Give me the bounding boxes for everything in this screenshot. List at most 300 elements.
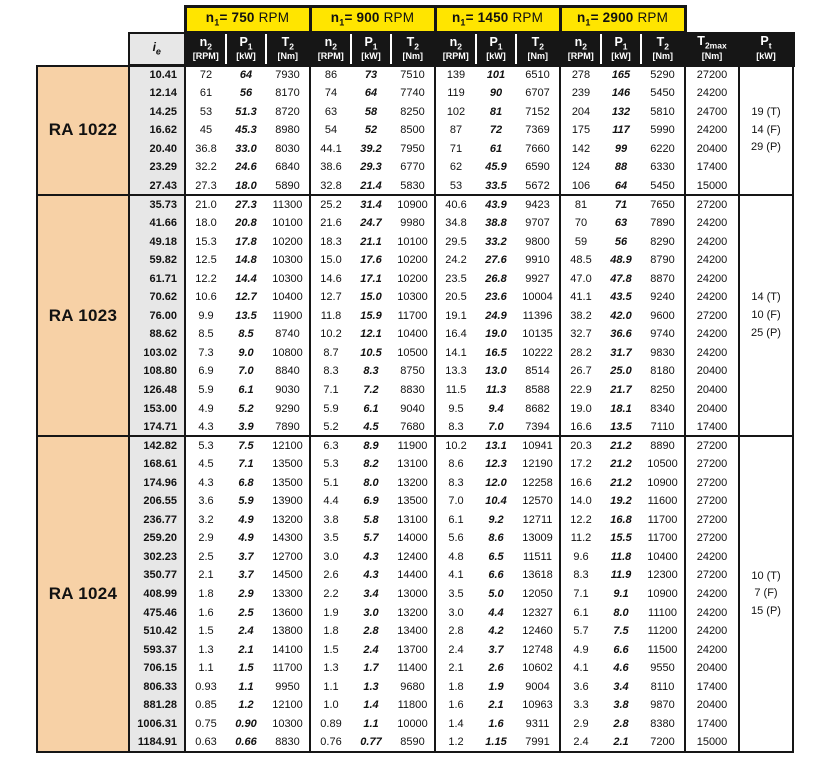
col-header-t2: $T_2$ [Nm]	[641, 33, 685, 66]
t2-value: 6707	[525, 87, 550, 100]
t2-value: 13200	[397, 476, 428, 489]
col-header-t2: $T_2$ [Nm]	[266, 33, 310, 66]
n2-value: 21.6	[310, 214, 351, 233]
t2-value: 9927	[525, 272, 550, 285]
t2-value: 9910	[525, 254, 550, 267]
p1-value: 72	[489, 124, 503, 137]
ie-value: 16.62	[129, 121, 185, 140]
t2max-value: 27200	[685, 511, 739, 530]
header-spacer-label-col	[37, 33, 129, 66]
t2-value: 13800	[272, 625, 303, 638]
t2max-value: 24200	[685, 251, 739, 270]
n2-value: 25.2	[310, 195, 351, 214]
ie-value: 510.42	[129, 622, 185, 641]
n2-value: 18.3	[310, 232, 351, 251]
p1-value: 18.0	[235, 179, 257, 192]
p1-value: 7.0	[238, 365, 254, 378]
t2-value: 8740	[275, 328, 300, 341]
n2-value: 20.3	[560, 436, 601, 455]
p1-value: 24.7	[360, 217, 382, 230]
t2-value: 7991	[525, 735, 550, 748]
p1-value: 20.8	[235, 217, 257, 230]
t2-value: 10200	[272, 235, 303, 248]
p1-value: 21.1	[360, 235, 382, 248]
table-row	[37, 177, 793, 196]
table-row	[37, 474, 793, 493]
ie-value: 350.77	[129, 566, 185, 585]
n2-value: 1.4	[435, 715, 476, 734]
t2-value: 5450	[650, 87, 675, 100]
p1-value: 11.9	[610, 569, 632, 582]
t2max-value: 15000	[685, 177, 739, 196]
t2-value: 12570	[522, 495, 553, 508]
n2-value: 2.5	[185, 548, 226, 567]
t2-value: 14500	[272, 569, 303, 582]
n2-value: 102	[435, 103, 476, 122]
p1-value: 13.1	[476, 436, 516, 455]
table-row	[37, 288, 793, 307]
t2-value: 7110	[650, 420, 675, 433]
t2max-value: 27200	[685, 455, 739, 474]
t2-value: 5990	[650, 124, 675, 137]
t2-value: 8340	[650, 402, 675, 415]
n2-value: 124	[560, 158, 601, 177]
p1-value: 9.1	[613, 588, 629, 601]
p1-value: 15.5	[610, 532, 632, 545]
t2-value: 14000	[397, 532, 428, 545]
n2-value: 6.1	[435, 511, 476, 530]
t2-value: 9980	[400, 217, 425, 230]
n2-value: 9.6	[560, 548, 601, 567]
p1-value: 13.5	[235, 309, 257, 322]
p1-value: 1.2	[238, 699, 254, 712]
n2-value: 44.1	[310, 140, 351, 159]
t2max-value: 24200	[685, 214, 739, 233]
t2-value: 8830	[400, 384, 425, 397]
p1-value: 17.6	[360, 254, 382, 267]
t2-value: 14300	[272, 532, 303, 545]
p1-value: 88	[614, 161, 628, 174]
p1-value: 146	[611, 87, 631, 100]
ie-value: 174.71	[129, 418, 185, 437]
t2-value: 12300	[647, 569, 678, 582]
t2max-value: 27200	[685, 307, 739, 326]
t2-value: 8890	[641, 436, 685, 455]
t2-value: 10300	[272, 254, 303, 267]
t2-value: 8682	[525, 402, 550, 415]
t2-value: 11200	[647, 625, 678, 638]
p1-value: 117	[612, 124, 630, 137]
group-label: RA 1022	[37, 66, 129, 196]
p1-value: 13.5	[610, 420, 632, 433]
t2-value: 7200	[650, 735, 675, 748]
p1-value: 29.3	[360, 161, 382, 174]
t2-value: 8380	[650, 717, 675, 730]
t2-value: 5450	[650, 179, 675, 192]
n2-value: 0.63	[185, 733, 226, 752]
n2-value: 2.1	[185, 566, 226, 585]
p1-value: 99	[614, 142, 628, 155]
n2-value: 175	[560, 121, 601, 140]
n2-value: 12.2	[560, 511, 601, 530]
n2-value: 22.9	[560, 381, 601, 400]
t2-value: 8840	[275, 365, 300, 378]
t2-value: 11500	[647, 643, 678, 656]
p1-value: 1.7	[363, 662, 379, 675]
t2-value: 10941	[516, 436, 560, 455]
p1-value: 0.66	[235, 735, 257, 748]
p1-value: 8.5	[238, 328, 254, 341]
t2-value: 10100	[272, 217, 303, 230]
table-row	[37, 603, 793, 622]
table-row	[37, 270, 793, 289]
p1-value: 24.9	[485, 309, 507, 322]
t2-value: 7650	[641, 195, 685, 214]
n2-value: 87	[435, 121, 476, 140]
t2max-value: 20400	[685, 381, 739, 400]
col-header-t2: $T_2$ [Nm]	[391, 33, 435, 66]
t2max-value: 24200	[685, 344, 739, 363]
t2-value: 13100	[397, 513, 428, 526]
p1-value: 1.1	[363, 717, 379, 730]
n2-value: 4.9	[560, 640, 601, 659]
p1-value: 2.1	[488, 699, 504, 712]
n2-value: 7.0	[435, 492, 476, 511]
t2max-value: 27200	[685, 492, 739, 511]
ie-value: 302.23	[129, 548, 185, 567]
n2-value: 7.3	[185, 344, 226, 363]
t2max-value: 24700	[685, 103, 739, 122]
p1-value: 48.9	[610, 254, 632, 267]
p1-value: 14.8	[235, 254, 257, 267]
t2-value: 10222	[522, 346, 553, 359]
table-row	[37, 418, 793, 437]
t2-value: 13009	[522, 532, 553, 545]
t2-value: 13300	[272, 588, 303, 601]
ie-value: 881.28	[129, 696, 185, 715]
p1-value: 7.0	[488, 420, 504, 433]
n2-value: 16.6	[560, 474, 601, 493]
n2-value: 8.6	[435, 455, 476, 474]
n2-value: 3.3	[560, 696, 601, 715]
p1-value: 45.9	[485, 161, 507, 174]
n2-value: 8.7	[310, 344, 351, 363]
n2-value: 4.5	[185, 455, 226, 474]
ie-value: 10.41	[129, 66, 185, 85]
t2-value: 10500	[397, 346, 428, 359]
n2-value: 106	[560, 177, 601, 196]
p1-value: 1.9	[488, 680, 504, 693]
p1-value: 12.1	[360, 328, 382, 341]
t2-value: 6330	[650, 161, 675, 174]
p1-value: 6.1	[238, 384, 254, 397]
p1-value: 23.6	[485, 291, 507, 304]
p1-value: 18.1	[610, 402, 632, 415]
t2-value: 7660	[525, 142, 550, 155]
n2-value: 62	[435, 158, 476, 177]
n2-value: 17.2	[560, 455, 601, 474]
p1-value: 7.2	[363, 384, 379, 397]
ie-value: 49.18	[129, 232, 185, 251]
n2-value: 59	[560, 232, 601, 251]
p1-value: 81	[489, 105, 503, 118]
p1-value: 2.1	[613, 735, 629, 748]
n2-value: 18.0	[185, 214, 226, 233]
p1-value: 6.5	[488, 550, 504, 563]
t2max-value: 17400	[685, 158, 739, 177]
t2-value: 10900	[391, 195, 435, 214]
t2-value: 11700	[272, 662, 303, 675]
n2-value: 8.3	[310, 362, 351, 381]
t2-value: 10900	[647, 588, 678, 601]
n2-value: 8.3	[435, 474, 476, 493]
t2max-value: 24200	[685, 325, 739, 344]
t2-value: 12100	[266, 436, 310, 455]
group-ra-1023	[37, 195, 793, 436]
p1-value: 21.4	[360, 179, 382, 192]
table-row	[37, 195, 793, 214]
col-header-n2: $n_2$ [RPM]	[560, 33, 601, 66]
t2-value: 9550	[650, 662, 675, 675]
p1-value: 9.0	[238, 346, 254, 359]
n2-value: 0.89	[310, 715, 351, 734]
t2-value: 7369	[525, 124, 550, 137]
n2-value: 16.4	[435, 325, 476, 344]
table-header	[37, 7, 793, 66]
n2-value: 8.3	[560, 566, 601, 585]
n2-value: 2.6	[310, 566, 351, 585]
p1-value: 3.4	[363, 588, 379, 601]
n2-value: 12.2	[185, 270, 226, 289]
group-ra-1022	[37, 66, 793, 196]
p1-value: 10.5	[360, 346, 382, 359]
n2-value: 4.9	[185, 399, 226, 418]
p1-value: 17.1	[360, 272, 382, 285]
n2-value: 4.4	[310, 492, 351, 511]
col-header-p1: $P_1$ [kW]	[226, 33, 266, 66]
t2-value: 8180	[650, 365, 675, 378]
ie-value: 1184.91	[129, 733, 185, 752]
n2-value: 5.3	[310, 455, 351, 474]
n2-value: 278	[560, 66, 601, 85]
t2-value: 8870	[650, 272, 675, 285]
table-row	[37, 511, 793, 530]
table-row	[37, 640, 793, 659]
ie-value: 108.80	[129, 362, 185, 381]
p1-value: 73	[351, 66, 391, 85]
p1-value: 43.5	[610, 291, 632, 304]
n2-value: 6.1	[560, 603, 601, 622]
n2-value: 5.3	[185, 436, 226, 455]
pt-value: 14 (T) 10 (F) 25 (P)	[739, 195, 793, 436]
p1-value: 12.3	[485, 458, 507, 471]
n2-value: 2.4	[435, 640, 476, 659]
t2-value: 8514	[525, 365, 550, 378]
group-label: RA 1024	[37, 436, 129, 751]
table-row	[37, 344, 793, 363]
p1-value: 58	[364, 105, 378, 118]
p1-value: 2.9	[238, 588, 254, 601]
col-header-n2: $n_2$ [RPM]	[185, 33, 226, 66]
table-row	[37, 381, 793, 400]
t2-value: 13900	[272, 495, 303, 508]
n2-value: 40.6	[435, 195, 476, 214]
t2-value: 11300	[266, 195, 310, 214]
t2-value: 13000	[397, 588, 428, 601]
t2max-value: 27200	[685, 195, 739, 214]
p1-value: 8.0	[363, 476, 379, 489]
t2-value: 11400	[397, 662, 428, 675]
t2-value: 13400	[397, 625, 428, 638]
n2-value: 32.2	[185, 158, 226, 177]
t2-value: 11700	[397, 309, 428, 322]
table-row	[37, 232, 793, 251]
ie-value: 59.82	[129, 251, 185, 270]
p1-value: 2.4	[238, 625, 254, 638]
table-row	[37, 678, 793, 697]
n2-value: 11.5	[435, 381, 476, 400]
t2max-value: 27200	[685, 529, 739, 548]
p1-value: 56	[614, 235, 628, 248]
p1-value: 3.0	[363, 606, 379, 619]
p1-value: 12.0	[485, 476, 507, 489]
p1-value: 64	[614, 179, 628, 192]
n2-value: 1.5	[185, 622, 226, 641]
n2-value: 23.5	[435, 270, 476, 289]
t2-value: 12258	[522, 476, 553, 489]
t2-value: 11900	[391, 436, 435, 455]
datasheet-page	[36, 5, 795, 753]
t2max-value: 24200	[685, 548, 739, 567]
n2-value: 3.2	[185, 511, 226, 530]
n2-value: 1.9	[310, 603, 351, 622]
t2-value: 8030	[275, 142, 300, 155]
table-row	[37, 307, 793, 326]
t2-value: 10800	[272, 346, 303, 359]
table-row	[37, 121, 793, 140]
n2-value: 5.1	[310, 474, 351, 493]
n2-value: 0.75	[185, 715, 226, 734]
table-row	[37, 140, 793, 159]
t2-value: 10200	[397, 272, 428, 285]
n2-value: 34.8	[435, 214, 476, 233]
n2-value: 61	[185, 84, 226, 103]
p1-value: 165	[601, 66, 641, 85]
n2-value: 4.8	[435, 548, 476, 567]
t2-value: 12711	[522, 513, 553, 526]
t2max-value: 20400	[685, 659, 739, 678]
p1-value: 27.3	[226, 195, 266, 214]
n2-value: 3.5	[310, 529, 351, 548]
t2-value: 13618	[522, 569, 553, 582]
n2-value: 1.3	[185, 640, 226, 659]
ie-value: 70.62	[129, 288, 185, 307]
n2-value: 38.2	[560, 307, 601, 326]
p1-value: 7.1	[238, 458, 254, 471]
n2-value: 11.8	[310, 307, 351, 326]
ie-value: 806.33	[129, 678, 185, 697]
t2-value: 9004	[525, 680, 550, 693]
n2-value: 10.2	[435, 436, 476, 455]
p1-value: 19.0	[485, 328, 507, 341]
p1-value: 5.9	[238, 495, 254, 508]
t2-value: 9950	[275, 680, 300, 693]
p1-value: 12.7	[235, 291, 257, 304]
t2max-value: 24200	[685, 232, 739, 251]
ie-value: 259.20	[129, 529, 185, 548]
t2-value: 6510	[516, 66, 560, 85]
n2-value: 204	[560, 103, 601, 122]
n2-value: 9.9	[185, 307, 226, 326]
p1-value: 2.6	[488, 662, 504, 675]
n2-value: 15.3	[185, 232, 226, 251]
t2-value: 9030	[275, 384, 300, 397]
p1-value: 2.4	[363, 643, 379, 656]
p1-value: 21.2	[610, 476, 632, 489]
n2-value: 6.9	[185, 362, 226, 381]
t2-value: 7950	[400, 142, 425, 155]
col-header-t2: $T_2$ [Nm]	[516, 33, 560, 66]
t2-value: 13500	[397, 495, 428, 508]
n2-value: 5.9	[185, 381, 226, 400]
t2-value: 8588	[525, 384, 550, 397]
table-row	[37, 622, 793, 641]
p1-value: 6.9	[363, 495, 379, 508]
t2-value: 14400	[397, 569, 428, 582]
p1-value: 61	[489, 142, 503, 155]
p1-value: 8.2	[363, 458, 379, 471]
p1-value: 8.0	[613, 606, 629, 619]
t2-value: 10400	[647, 550, 678, 563]
n2-value: 21.0	[185, 195, 226, 214]
p1-value: 47.8	[610, 272, 632, 285]
p1-value: 21.7	[610, 384, 632, 397]
p1-value: 63	[614, 217, 628, 230]
p1-value: 5.2	[238, 402, 254, 415]
t2-value: 11600	[647, 495, 678, 508]
t2-value: 6590	[525, 161, 550, 174]
p1-value: 5.8	[363, 513, 379, 526]
p1-value: 3.8	[613, 699, 629, 712]
t2-value: 12400	[397, 550, 428, 563]
table-row	[37, 251, 793, 270]
col-header-ie: $i_e$	[129, 33, 185, 66]
t2max-value: 24200	[685, 603, 739, 622]
table-row	[37, 566, 793, 585]
p1-value: 2.8	[613, 717, 629, 730]
n2-value: 63	[310, 103, 351, 122]
t2max-value: 27200	[685, 474, 739, 493]
p1-value: 33.0	[235, 142, 257, 155]
p1-value: 31.4	[351, 195, 391, 214]
n2-value: 4.1	[560, 659, 601, 678]
n2-value: 11.2	[560, 529, 601, 548]
t2max-value: 27200	[685, 566, 739, 585]
n2-value: 10.6	[185, 288, 226, 307]
p1-value: 6.6	[613, 643, 629, 656]
p1-value: 4.3	[363, 550, 379, 563]
n2-value: 27.3	[185, 177, 226, 196]
t2-value: 7890	[275, 420, 300, 433]
p1-value: 51.3	[235, 105, 257, 118]
t2-value: 7680	[400, 420, 425, 433]
p1-value: 36.6	[610, 328, 632, 341]
p1-value: 11.8	[610, 550, 632, 563]
group-ra-1024	[37, 436, 793, 751]
t2-value: 5890	[275, 179, 300, 192]
p1-value: 4.2	[488, 625, 504, 638]
n2-value: 2.2	[310, 585, 351, 604]
